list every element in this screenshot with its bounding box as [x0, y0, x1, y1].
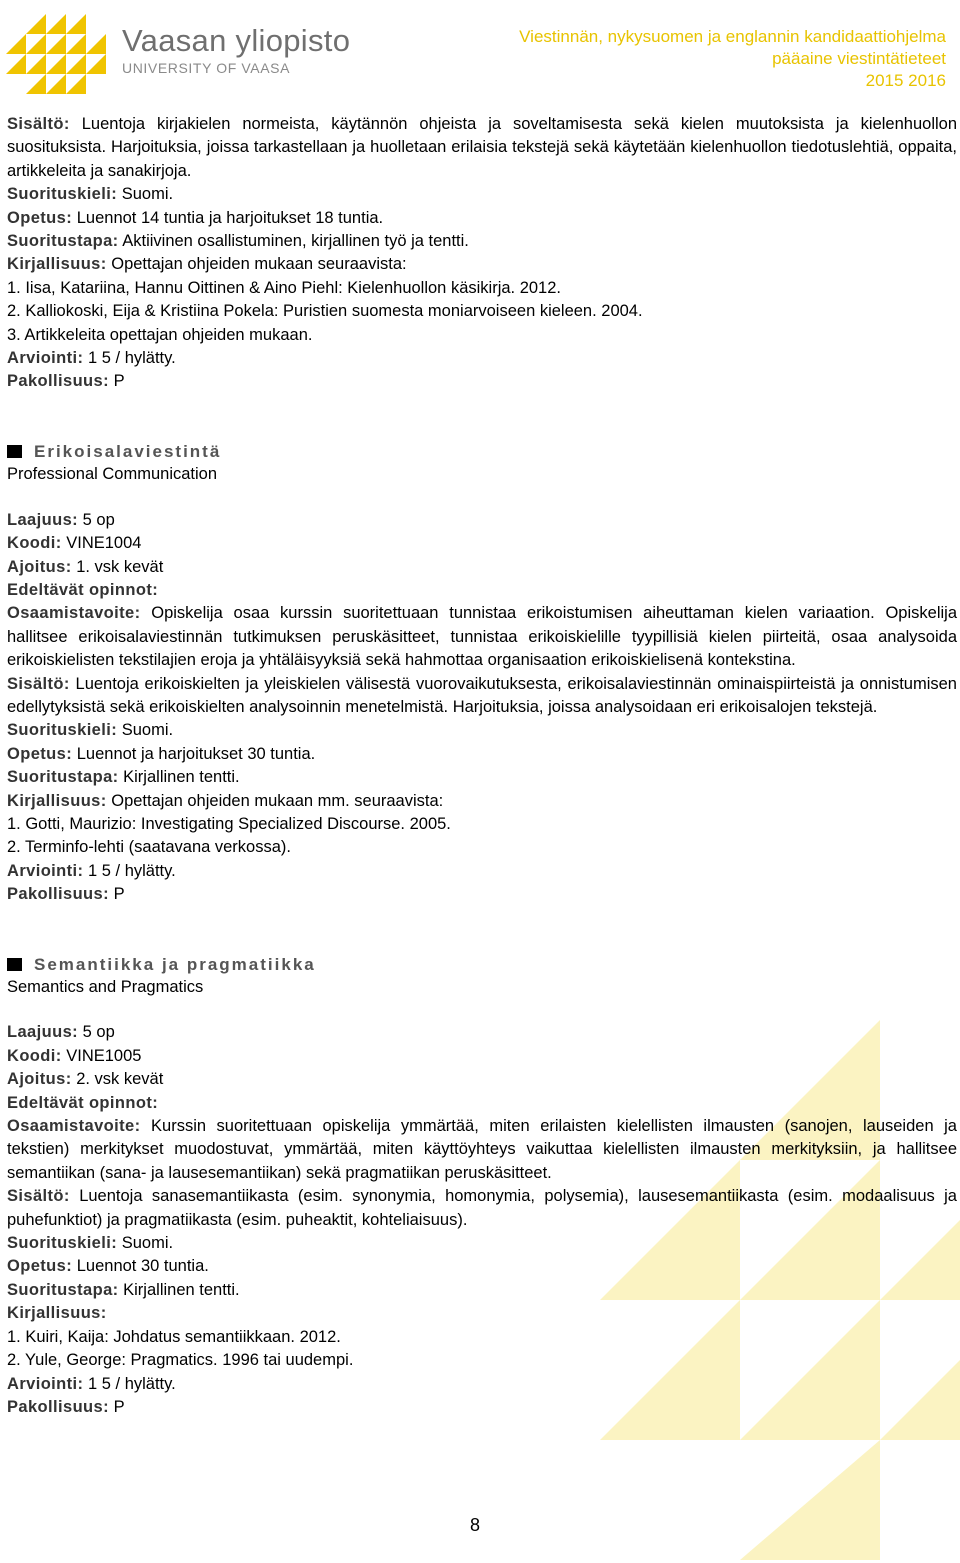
field-label: Suoritustapa:: [7, 768, 119, 787]
literature-item: 3. Artikkeleita opettajan ohjeiden mukaan.: [7, 325, 313, 344]
field-label: Suorituskieli:: [7, 721, 118, 740]
intro-literature: [7, 253, 957, 276]
course-literature: [7, 1302, 957, 1325]
field-label: Laajuus:: [7, 1023, 79, 1042]
course-objectives: [7, 602, 957, 672]
field-value: 5 op: [82, 510, 115, 529]
intro-grading: [7, 347, 957, 370]
field-label: Arviointi:: [7, 861, 84, 880]
field-value: VINE1005: [66, 1046, 142, 1065]
major-name: pääaine viestintätieteet: [772, 49, 946, 68]
page-header: [0, 0, 960, 100]
course-completion: [7, 766, 957, 789]
intro-compulsory: [7, 370, 957, 393]
course-compulsory: [7, 1396, 957, 1419]
field-label: Koodi:: [7, 534, 62, 553]
course-prerequisites: [7, 1092, 957, 1115]
field-value: Kirjallinen tentti.: [123, 1280, 240, 1299]
field-value: Kirjallinen tentti.: [123, 768, 240, 787]
literature-item: 1. Gotti, Maurizio: Investigating Specialized Discourse. 2005.: [7, 814, 451, 833]
field-label: Koodi:: [7, 1046, 62, 1065]
field-label: Suoritustapa:: [7, 1280, 119, 1299]
field-value: Opettajan ohjeiden mukaan seuraavista:: [111, 255, 407, 274]
field-value: 1. vsk kevät: [76, 557, 164, 576]
course-content: [7, 1185, 957, 1232]
brand-subtitle: UNIVERSITY OF VAASA: [122, 60, 291, 76]
field-label: Opetus:: [7, 208, 73, 227]
field-label: Kirjallisuus:: [7, 255, 107, 274]
page-number: 8: [470, 1515, 481, 1535]
course-content: [7, 673, 957, 720]
course-title: Erikoisalaviestintä: [34, 441, 222, 461]
field-value: Luennot 14 tuntia ja harjoitukset 18 tuntia.: [76, 208, 384, 227]
square-bullet-icon: [7, 445, 22, 458]
field-label: Osaamistavoite:: [7, 604, 141, 623]
course-timing: [7, 1068, 957, 1091]
intro-content: [7, 113, 957, 183]
field-value: Suomi.: [121, 721, 174, 740]
course-language: [7, 1232, 957, 1255]
course-compulsory: [7, 883, 957, 906]
field-label: Suoritustapa:: [7, 232, 119, 251]
field-value: Suomi.: [121, 1234, 174, 1253]
course-prerequisites: [7, 579, 957, 602]
field-value: Suomi.: [121, 185, 174, 204]
field-value: VINE1004: [66, 534, 142, 553]
course-credits: [7, 1021, 957, 1044]
field-label: Edeltävät opinnot:: [7, 1093, 159, 1112]
course-heading: [7, 440, 957, 463]
field-value: 5 op: [82, 1023, 115, 1042]
course-code: [7, 532, 957, 555]
intro-language: [7, 183, 957, 206]
course-timing: [7, 556, 957, 579]
field-label: Arviointi:: [7, 349, 84, 368]
square-bullet-icon: [7, 958, 22, 971]
field-label: Arviointi:: [7, 1374, 84, 1393]
field-value: 1 5 / hylätty.: [88, 861, 176, 880]
field-label: Sisältö:: [7, 115, 70, 133]
field-label: Kirjallisuus:: [7, 1304, 107, 1323]
field-label: Opetus:: [7, 1257, 73, 1276]
field-value: P: [113, 372, 125, 391]
field-value: Luentoja kirjakielen normeista, käytännön ohjeista ja soveltamisesta sekä kielen muutoksista ja kielenhuollon suosituksista. Harjoituksia, joissa tarkastellaan ja huolletaan erilaisia tekstejä sekä käytetään kielenhuollon tiedotuslehtiä, oppaita, artikkeleita ja sanakirjoja.: [7, 115, 957, 180]
field-label: Pakollisuus:: [7, 372, 109, 391]
intro-teaching: [7, 207, 957, 230]
field-value: Luentoja sanasemantiikasta (esim. synonymia, homonymia, polysemia), lausesemantiikasta (esim. modaalisuus ja puhefunktiot) ja pragmatiikasta (esim. puheaktit, kohteliaisuus).: [7, 1187, 957, 1229]
field-label: Sisältö:: [7, 674, 70, 693]
literature-item: 2. Yule, George: Pragmatics. 1996 tai uudempi.: [7, 1351, 354, 1370]
university-logo-icon: [6, 14, 116, 94]
field-label: Kirjallisuus:: [7, 791, 107, 810]
course-subtitle: Professional Communication: [7, 465, 218, 484]
course-teaching: [7, 1255, 957, 1278]
field-label: Osaamistavoite:: [7, 1117, 141, 1136]
course-code: [7, 1045, 957, 1068]
course-objectives: [7, 1115, 957, 1185]
course-grading: [7, 860, 957, 883]
field-label: Suorituskieli:: [7, 185, 118, 204]
field-value: P: [113, 1397, 125, 1416]
program-info: [519, 26, 946, 92]
course-language: [7, 719, 957, 742]
page-content: [7, 113, 957, 1419]
literature-item: 2. Terminfo-lehti (saatavana verkossa).: [7, 838, 291, 857]
course-completion: [7, 1279, 957, 1302]
field-value: 1 5 / hylätty.: [88, 1374, 176, 1393]
academic-years: 2015 2016: [865, 71, 946, 90]
field-value: Luentoja erikoiskielten ja yleiskielen välisestä vuorovaikutuksesta, erikoisalaviestinnän ominaispiirteistä ja onnistumisen edellytyksistä sekä erikoiskielten analysoinnin menetelmistä. Harjoituksia, joissa analysoidaan eri erikoisalojen tekstejä.: [7, 674, 957, 716]
field-value: Luennot ja harjoitukset 30 tuntia.: [76, 744, 316, 763]
field-value: Aktiivinen osallistuminen, kirjallinen työ ja tentti.: [122, 232, 469, 251]
course-credits: [7, 509, 957, 532]
field-value: Opettajan ohjeiden mukaan mm. seuraavista:: [111, 791, 444, 810]
course-subtitle: Semantics and Pragmatics: [7, 978, 204, 996]
program-name: Viestinnän, nykysuomen ja englannin kandidaattiohjelma: [519, 27, 946, 46]
course-grading: [7, 1373, 957, 1396]
course-literature: [7, 790, 957, 813]
course-heading: [7, 953, 957, 976]
literature-item: 1. Iisa, Katariina, Hannu Oittinen & Aino Piehl: Kielenhuollon käsikirja. 2012.: [7, 278, 561, 297]
brand: [122, 24, 350, 76]
field-value: Luennot 30 tuntia.: [76, 1257, 209, 1276]
field-label: Sisältö:: [7, 1187, 70, 1206]
brand-name: Vaasan yliopisto: [122, 23, 351, 58]
field-label: Edeltävät opinnot:: [7, 580, 159, 599]
literature-item: 2. Kalliokoski, Eija & Kristiina Pokela: Puristien suomesta moniarvoiseen kieleen. 2004.: [7, 302, 643, 321]
field-value: P: [113, 885, 125, 904]
field-value: 2. vsk kevät: [76, 1070, 164, 1089]
course-teaching: [7, 743, 957, 766]
intro-completion: [7, 230, 957, 253]
field-label: Pakollisuus:: [7, 1397, 109, 1416]
field-label: Suorituskieli:: [7, 1234, 118, 1253]
literature-item: 1. Kuiri, Kaija: Johdatus semantiikkaan. 2012.: [7, 1327, 341, 1346]
field-label: Opetus:: [7, 744, 73, 763]
course-title: Semantiikka ja pragmatiikka: [34, 954, 316, 974]
field-value: Opiskelija osaa kurssin suoritettuaan tunnistaa erikoistumisen aiheuttaman kielen variaation. Opiskelija hallitsee erikoisalaviestinnän tutkimuksen peruskäsitteet, tunnistaa erikoiskielille tyypillisiä kielen piirteitä, osaa analysoida erikoiskielisten tekstilajien eroja ja yhtäläisyyksiä sekä hahmottaa organisaation erikoiskielisenä kontekstina.: [7, 604, 957, 670]
field-label: Ajoitus:: [7, 1070, 72, 1089]
field-label: Pakollisuus:: [7, 885, 109, 904]
field-value: Kurssin suoritettuaan opiskelija ymmärtää, miten erilaisten kielellisten ilmausten (sanojen, lauseiden ja tekstien) merkitykset muodostuvat, ymmärtää, miten käyttöyhteys vaikuttaa kielellisten ilmausten merkityksiin, ja hallitsee semantiikan (sana- ja lausesemantiikan) sekä pragmatiikan peruskäsitteet.: [7, 1117, 957, 1182]
field-label: Ajoitus:: [7, 557, 72, 576]
field-label: Laajuus:: [7, 510, 79, 529]
field-value: 1 5 / hylätty.: [88, 349, 176, 368]
